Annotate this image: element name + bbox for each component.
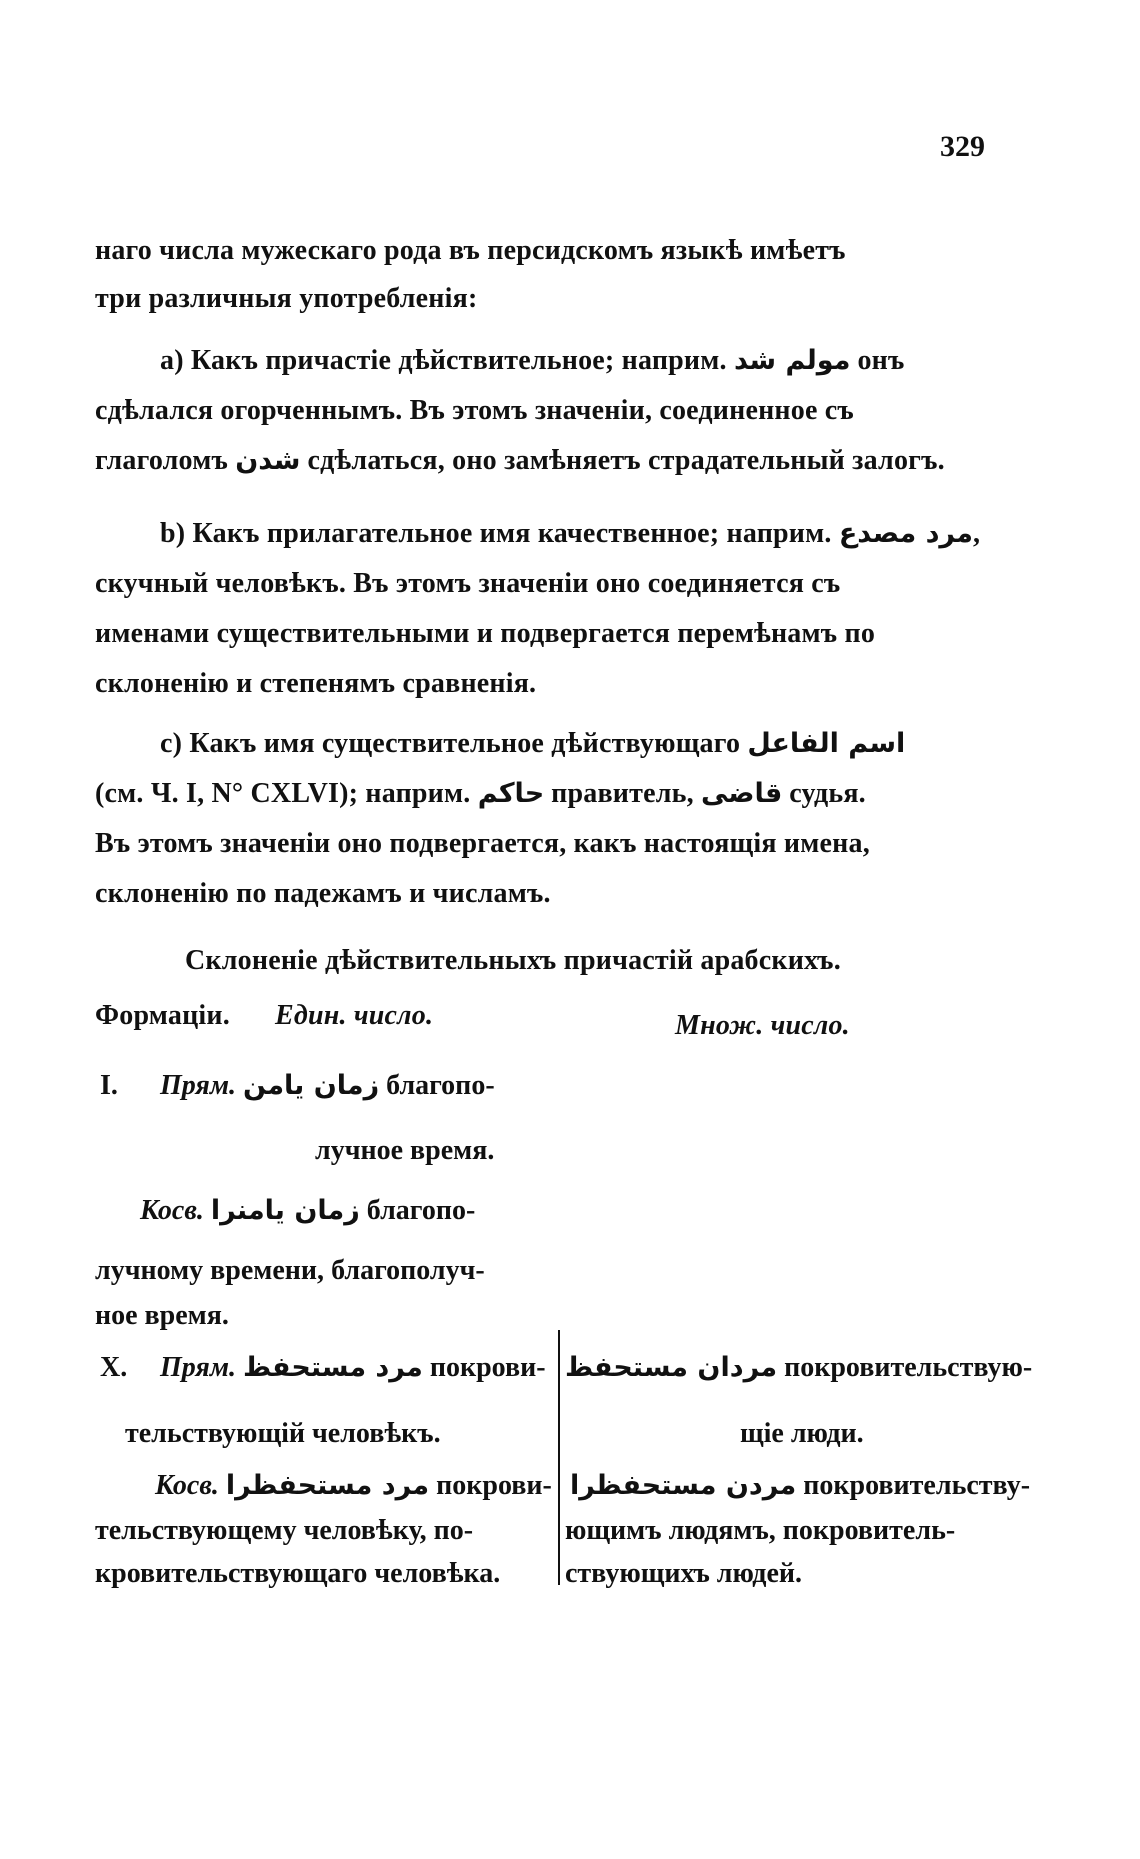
case-label: Прям. [160,1070,237,1101]
row2-plural-direct [565,1352,1032,1384]
text-line: ствующихъ людей. [565,1558,803,1589]
column-divider [558,1330,560,1585]
text: покрови- [429,1352,546,1383]
arabic-term: مرد مستحفظ [243,1352,423,1383]
section-a-line3 [95,445,945,477]
section-c-line2 [95,778,866,810]
text-line: тельствующій человѣкъ. [125,1418,441,1449]
arabic-term: مرد مستحفظرا [225,1470,430,1501]
text-line: три различныя употребленія: [95,283,478,314]
text: онъ [857,345,905,376]
text: покровительству- [803,1470,1031,1501]
text: покровительствую- [784,1352,1033,1383]
text: сдѣлаться, оно замѣняетъ страдательный залогъ. [307,445,945,476]
arabic-term: مولم شد [733,345,851,376]
text-line: Въ этомъ значеніи оно подвергается, какъ настоящія имена, [95,828,870,859]
row1-oblique [140,1195,475,1227]
row2-plural-oblique [570,1470,1030,1502]
page-number: 329 [940,130,985,163]
row-number: I. [100,1070,118,1101]
text: a) Какъ причастіе дѣйствительное; наприм. [160,345,727,376]
text: правитель, [551,778,694,809]
text-line: склоненію и степенямъ сравненія. [95,668,537,699]
row2-direct [160,1352,546,1384]
row-number: X. [100,1352,128,1383]
text: благопо- [366,1195,476,1226]
arabic-term: اسم الفاعل [747,728,906,759]
text: судья. [789,778,866,809]
section-c-line1 [160,728,905,760]
text: (см. Ч. I, N° CXLVI); наприм. [95,778,471,809]
section-a-line1 [160,345,905,377]
arabic-term: مردان مستحفظ [565,1352,778,1383]
text-line: наго числа мужескаго рода въ персидскомъ языкѣ имѣетъ [95,235,846,266]
col-header-formation: Формаціи. [95,1000,230,1031]
case-label: Косв. [140,1195,204,1226]
case-label: Прям. [160,1352,237,1383]
row2-oblique [155,1470,552,1502]
text: c) Какъ имя существительное дѣйствующаго [160,728,741,759]
col-header-singular: Един. число. [275,1000,434,1031]
text-line: щіе люди. [740,1418,864,1449]
text: , [972,518,980,549]
text: благопо- [386,1070,495,1101]
text-line: именами существительными и подвергается перемѣнамъ по [95,618,876,649]
text-line: ющимъ людямъ, покровитель- [565,1515,956,1546]
text-line: кровительствующаго человѣка. [95,1558,501,1589]
text: благополуч- [331,1255,485,1286]
text: глаголомъ [95,445,229,476]
arabic-term: زمان يامن [243,1070,380,1101]
arabic-term: زمان يامنرا [210,1195,360,1226]
arabic-term: حاكم [477,778,545,809]
declension-heading: Склоненіе дѣйствительныхъ причастій арабскихъ. [185,945,841,976]
row1-direct [160,1070,495,1102]
text-line: сдѣлался огорченнымъ. Въ этомъ значеніи, соединенное съ [95,395,854,426]
text-line: лучное время. [315,1135,495,1166]
text-line: скучный человѣкъ. Въ этомъ значеніи оно соединяется съ [95,568,841,599]
text-line: тельствующему человѣку, по- [95,1515,474,1546]
row1-oblique-line2 [95,1255,485,1287]
case-label: Косв. [155,1470,219,1501]
text-line: склоненію по падежамъ и числамъ. [95,878,551,909]
text: покрови- [436,1470,552,1501]
text: лучному времени, [95,1255,325,1286]
arabic-term: مردن مستحفظرا [570,1470,797,1501]
section-b-line1 [160,518,980,550]
arabic-term: قاضى [701,778,783,809]
arabic-term: مرد مصدع [838,518,973,549]
col-header-plural: Множ. число. [675,1010,850,1041]
text: b) Какъ прилагательное имя качественное; наприм. [160,518,832,549]
arabic-term: شدن [235,445,301,476]
text-line: ное время. [95,1300,229,1331]
